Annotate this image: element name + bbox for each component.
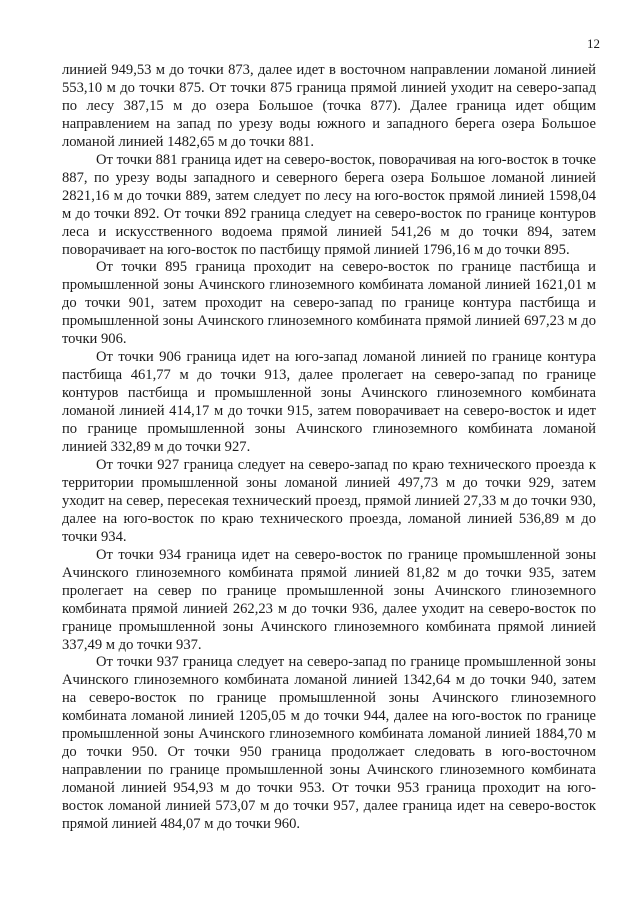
paragraph-continuation: линией 949,53 м до точки 873, далее идет в восточном направлении ломаной линией 553,10 м до точки 875. От точки 875 граница прямой линией уходит на северо-запад по лесу 387,15 м до озера Большое (точка 877). Далее граница идет общим направлением на запад по урезу воды южного и западного берега озера Большое ломаной линией 1482,65 м до точки 881. <box>62 62 596 150</box>
document-body <box>62 62 596 834</box>
paragraph: От точки 906 граница идет на юго-запад ломаной линией по границе контура пастбища 461,77 м до точки 913, далее пролегает на северо-запад по границе контуров пастбища и промышленной зоны Ачинского глиноземного комбината ломаной линией 414,17 м до точки 915, затем поворачивает на северо-восток и идет по границе промышленной зоны Ачинского глиноземного комбината ломаной линией 332,89 м до точки 927. <box>62 349 596 456</box>
page-number: 12 <box>587 36 600 51</box>
paragraph: От точки 927 граница следует на северо-запад по краю технического проезда к территории промышленной зоны ломаной линией 497,73 м до точки 929, затем уходит на север, пересекая технический проезд, прямой линией 27,33 м до точки 930, далее на юго-восток по краю технического проезда, ломаной линией 536,89 м до точки 934. <box>62 456 596 545</box>
paragraph: От точки 895 граница проходит на северо-восток по границе пастбища и промышленной зоны Ачинского глиноземного комбината ломаной линией 1621,01 м до точки 901, затем проходит на северо-запад по границе контура пастбища и промышленной зоны Ачинского глиноземного комбината прямой линией 697,23 м до точки 906. <box>62 259 596 348</box>
paragraph: От точки 937 граница следует на северо-запад по границе промышленной зоны Ачинского глиноземного комбината ломаной линией 1342,64 м до точки 940, затем на северо-восток по границе промышленной зоны Ачинского глиноземного комбината ломаной линией 1205,05 м до точки 944, далее на юго-восток по границе промышленной зоны Ачинского глиноземного комбината ломаной линией 1884,70 м до точки 950. От точки 950 граница продолжает следовать в юго-восточном направлении по границе промышленной зоны Ачинского глиноземного комбината ломаной линией 954,93 м до точки 953. От точки 953 граница проходит на юго-восток ломаной линией 573,07 м до точки 957, далее граница идет на северо-восток прямой линией 484,07 м до точки 960. <box>62 654 596 833</box>
paragraph: От точки 881 граница идет на северо-восток, поворачивая на юго-восток в точке 887, по урезу воды западного и северного берега озера Большое ломаной линией 2821,16 м до точки 889, затем следует по лесу на юго-восток прямой линией 1598,04 м до точки 892. От точки 892 граница следует на северо-восток по границе контуров леса и искусственного водоема прямой линией 541,26 м до точки 894, затем поворачивает на юго-восток по пастбищу прямой линией 1796,16 м до точки 895. <box>62 151 596 258</box>
paragraph: От точки 934 граница идет на северо-восток по границе промышленной зоны Ачинского глиноземного комбината прямой линией 81,82 м до точки 935, затем пролегает на север по границе промышленной зоны Ачинского глиноземного комбината прямой линией 262,23 м до точки 936, далее уходит на северо-восток по границе промышленной зоны Ачинского глиноземного комбината прямой линией 337,49 м до точки 937. <box>62 546 596 653</box>
